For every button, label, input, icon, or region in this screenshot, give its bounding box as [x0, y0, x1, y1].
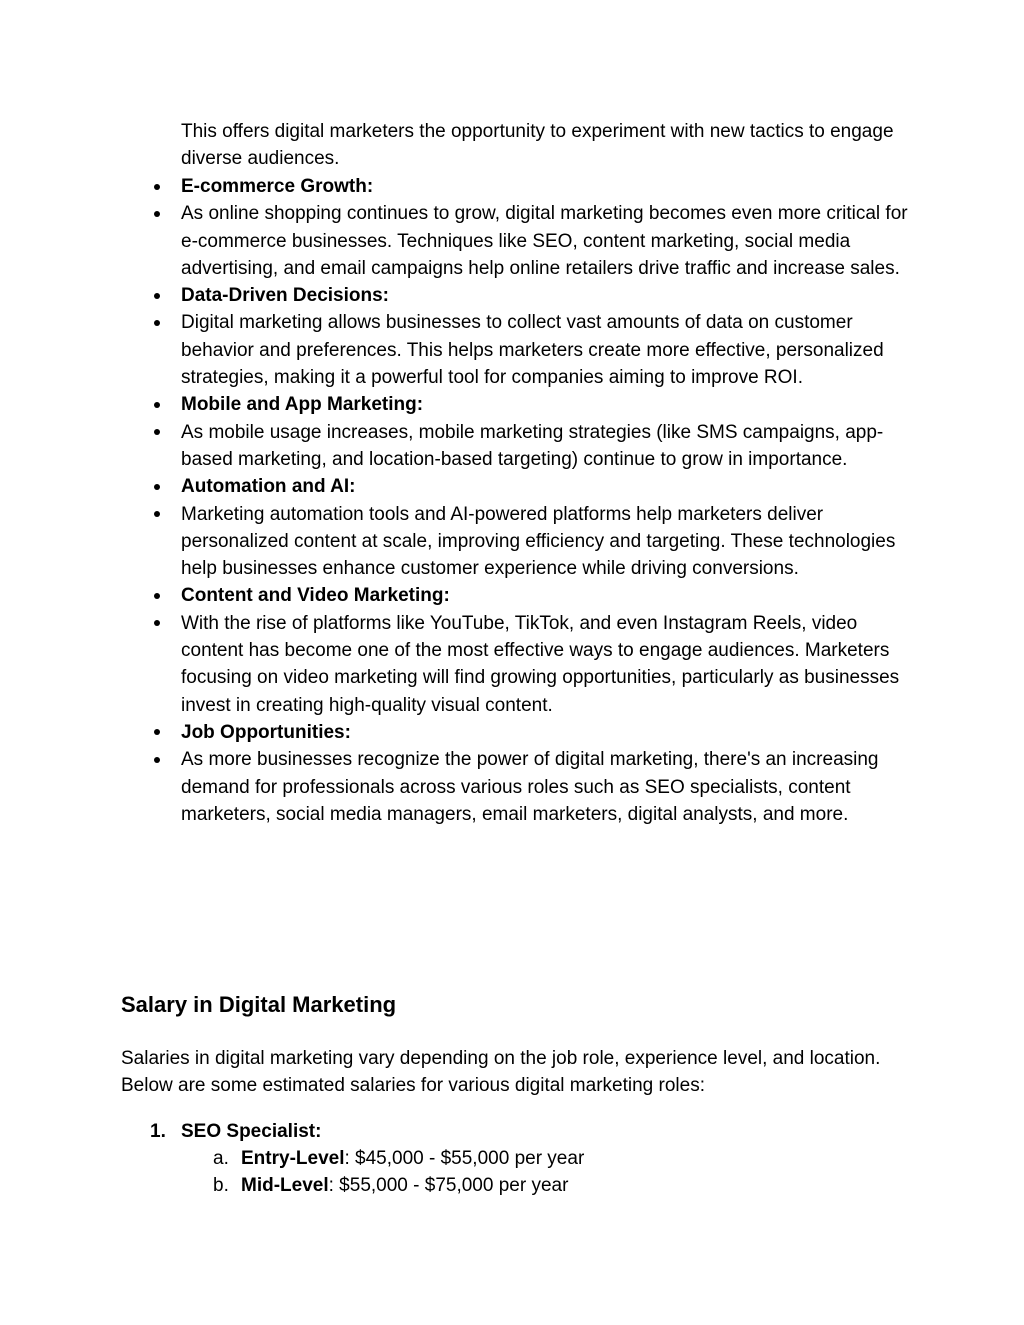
bullet-dot — [154, 184, 160, 190]
bullet-item — [0, 173, 909, 200]
salary-level-item — [213, 1145, 584, 1172]
bullet-dot — [154, 402, 160, 408]
bullet-item — [0, 746, 909, 828]
bullet-dot — [154, 620, 160, 626]
bullet-text: As mobile usage increases, mobile marketing strategies (like SMS campaigns, app-based marketing, and location-based targeting) continue to grow in importance. — [181, 421, 884, 470]
bullet-text: E-commerce Growth: — [181, 176, 374, 197]
bullet-item — [0, 501, 909, 583]
intro-continuation-text: This offers digital marketers the opportunity to experiment with new tactics to engage diverse audiences. — [181, 121, 894, 170]
bullet-dot — [154, 211, 160, 217]
bullet-item — [0, 200, 909, 282]
bullet-text: Data-Driven Decisions: — [181, 285, 390, 307]
bullet-item — [0, 309, 909, 391]
bullet-dot — [154, 511, 160, 517]
bullet-text: With the rise of platforms like YouTube, TikTok, and even Instagram Reels, video content has become one of the most effective ways to engage audiences. Marketers focusing on video marketing will find growing opportunities, particularly as businesses invest in creating high-quality visual content. — [181, 612, 900, 716]
level-label: Mid-Level — [241, 1175, 329, 1196]
bullet-text: Content and Video Marketing: — [181, 585, 450, 607]
level-letter: a. — [213, 1148, 229, 1169]
bullet-dot — [154, 293, 160, 299]
role-number: 1. — [150, 1121, 166, 1142]
bullet-text: Mobile and App Marketing: — [181, 394, 424, 416]
bullet-dot — [154, 320, 160, 326]
level-range: : $55,000 - $75,000 per year — [328, 1175, 569, 1196]
level-label: Entry-Level — [241, 1148, 345, 1169]
salary-level-item — [213, 1172, 568, 1199]
bullet-dot — [154, 429, 160, 435]
bullet-item — [0, 473, 909, 500]
bullet-item — [0, 610, 909, 719]
bullet-text: Marketing automation tools and AI-powered platforms help marketers deliver personalized content at scale, improving efficiency and targeting. These technologies help businesses enhance customer experience while driving conversions. — [181, 503, 896, 580]
bullet-text: As online shopping continues to grow, digital marketing becomes even more critical for e-commerce businesses. Techniques like SEO, content marketing, social media advertising, and email campaigns help online retailers drive traffic and increase sales. — [181, 203, 908, 279]
section-heading: Salary in Digital Marketing — [121, 992, 397, 1017]
bullet-item — [0, 391, 909, 418]
bullet-item — [0, 419, 909, 474]
section-paragraph: Salaries in digital marketing vary depending on the job role, experience level, and location. Below are some estimated salaries for various digital marketing roles: — [121, 1048, 881, 1097]
bullet-item — [0, 582, 909, 609]
level-letter: b. — [213, 1175, 229, 1196]
role-title: SEO Specialist: — [181, 1121, 322, 1142]
bullet-dot — [154, 729, 160, 735]
bullet-text: Job Opportunities: — [181, 721, 351, 743]
bullet-text: Digital marketing allows businesses to collect vast amounts of data on customer behavior and preferences. This helps marketers create more effective, personalized strategies, making it a powerful tool for companies aiming to improve ROI. — [181, 312, 884, 389]
bullet-text: Automation and AI: — [181, 476, 356, 498]
level-range: : $45,000 - $55,000 per year — [344, 1148, 585, 1169]
bullet-item — [0, 719, 909, 746]
trends-bullet-list — [0, 173, 1024, 828]
bullet-dot — [154, 593, 160, 599]
bullet-dot — [154, 757, 160, 763]
bullet-dot — [154, 484, 160, 490]
role-list-item — [150, 1118, 321, 1145]
bullet-text: As more businesses recognize the power of digital marketing, there's an increasing demand for professionals across various roles such as SEO specialists, content marketers, social media managers, email marketers, digital analysts, and more. — [181, 749, 879, 825]
bullet-item — [0, 282, 909, 309]
